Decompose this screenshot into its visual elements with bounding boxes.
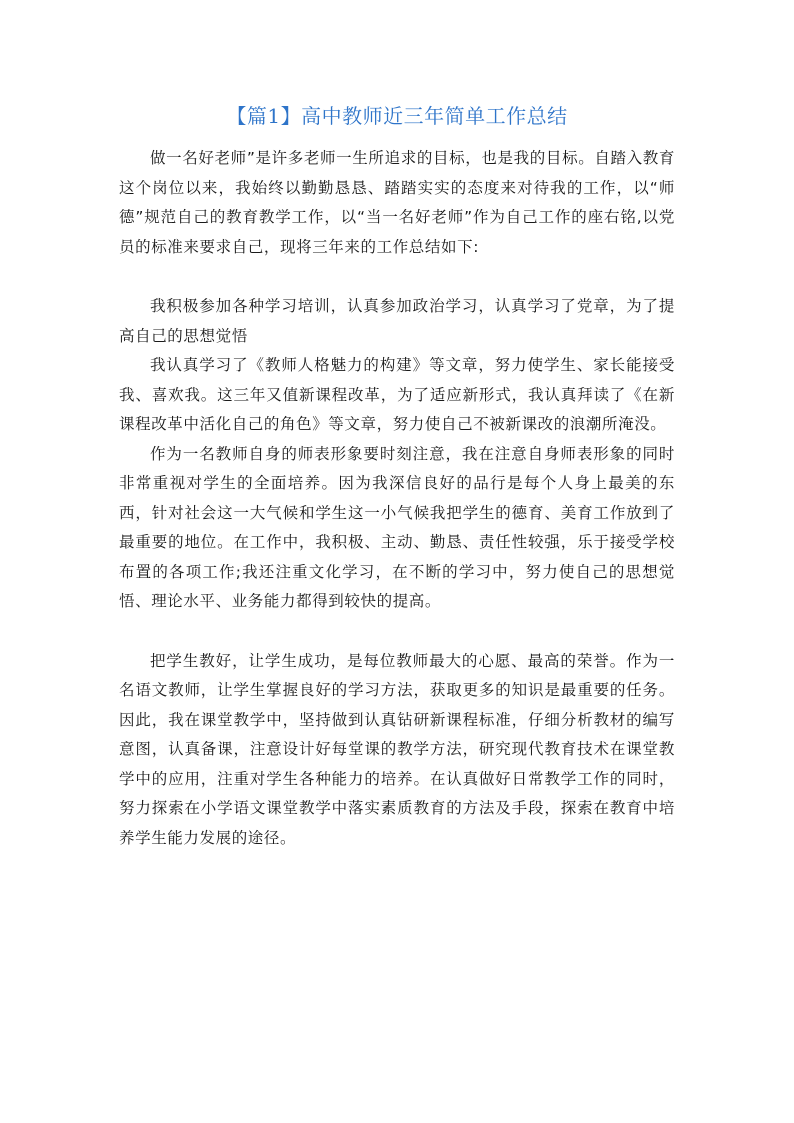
document-title: 【篇1】高中教师近三年简单工作总结 [226,104,568,128]
paragraph-intro: 做一名好老师”是许多老师一生所追求的目标，也是我的目标。自踏入教育这个岗位以来，我始终以勤勤恳恳、踏踏实实的态度来对待我的工作，以“师德”规范自己的教育教学工作，以“当一名好老师”作为自己工作的座右铭,以党员的标准来要求自己，现将三年来的工作总结如下: [119,149,675,256]
paragraph-image: 作为一名教师自身的师表形象要时刻注意，我在注意自身师表形象的同时非常重视对学生的全面培养。因为我深信良好的品行是每个人身上最美的东西，针对社会这一大气候和学生这一小气候我把学生的德育、美育工作放到了最重要的地位。在工作中，我积极、主动、勤恳、责任性较强，乐于接受学校布置的各项工作;我还注重文化学习，在不断的学习中，努力使自己的思想觉悟、理论水平、业务能力都得到较快的提高。 [119,444,675,610]
paragraph-study: 我积极参加各种学习培训，认真参加政治学习，认真学习了党章，为了提高自己的思想觉悟 [119,297,675,345]
paragraph-teaching: 把学生教好，让学生成功，是每位教师最大的心愿、最高的荣誉。作为一名语文教师，让学生掌握良好的学习方法，获取更多的知识是最重要的任务。因此，我在课堂教学中，坚持做到认真钻研新课程标准，仔细分析教材的编写意图，认真备课，注意设计好每堂课的教学方法，研究现代教育技术在课堂教学中的应用，注重对学生各种能力的培养。在认真做好日常教学工作的同时，努力探索在小学语文课堂教学中落实素质教育的方法及手段，探索在教育中培养学生能力发展的途径。 [119,651,675,847]
document-body [119,144,675,853]
paragraph-spacer [119,617,675,647]
paragraph-spacer [119,262,675,292]
paragraph-reading: 我认真学习了《教师人格魅力的构建》等文章，努力使学生、家长能接受我、喜欢我。这三年又值新课程改革，为了适应新形式，我认真拜读了《在新课程改革中活化自己的角色》等文章，努力使自己不被新课改的浪潮所淹没。 [119,356,675,433]
